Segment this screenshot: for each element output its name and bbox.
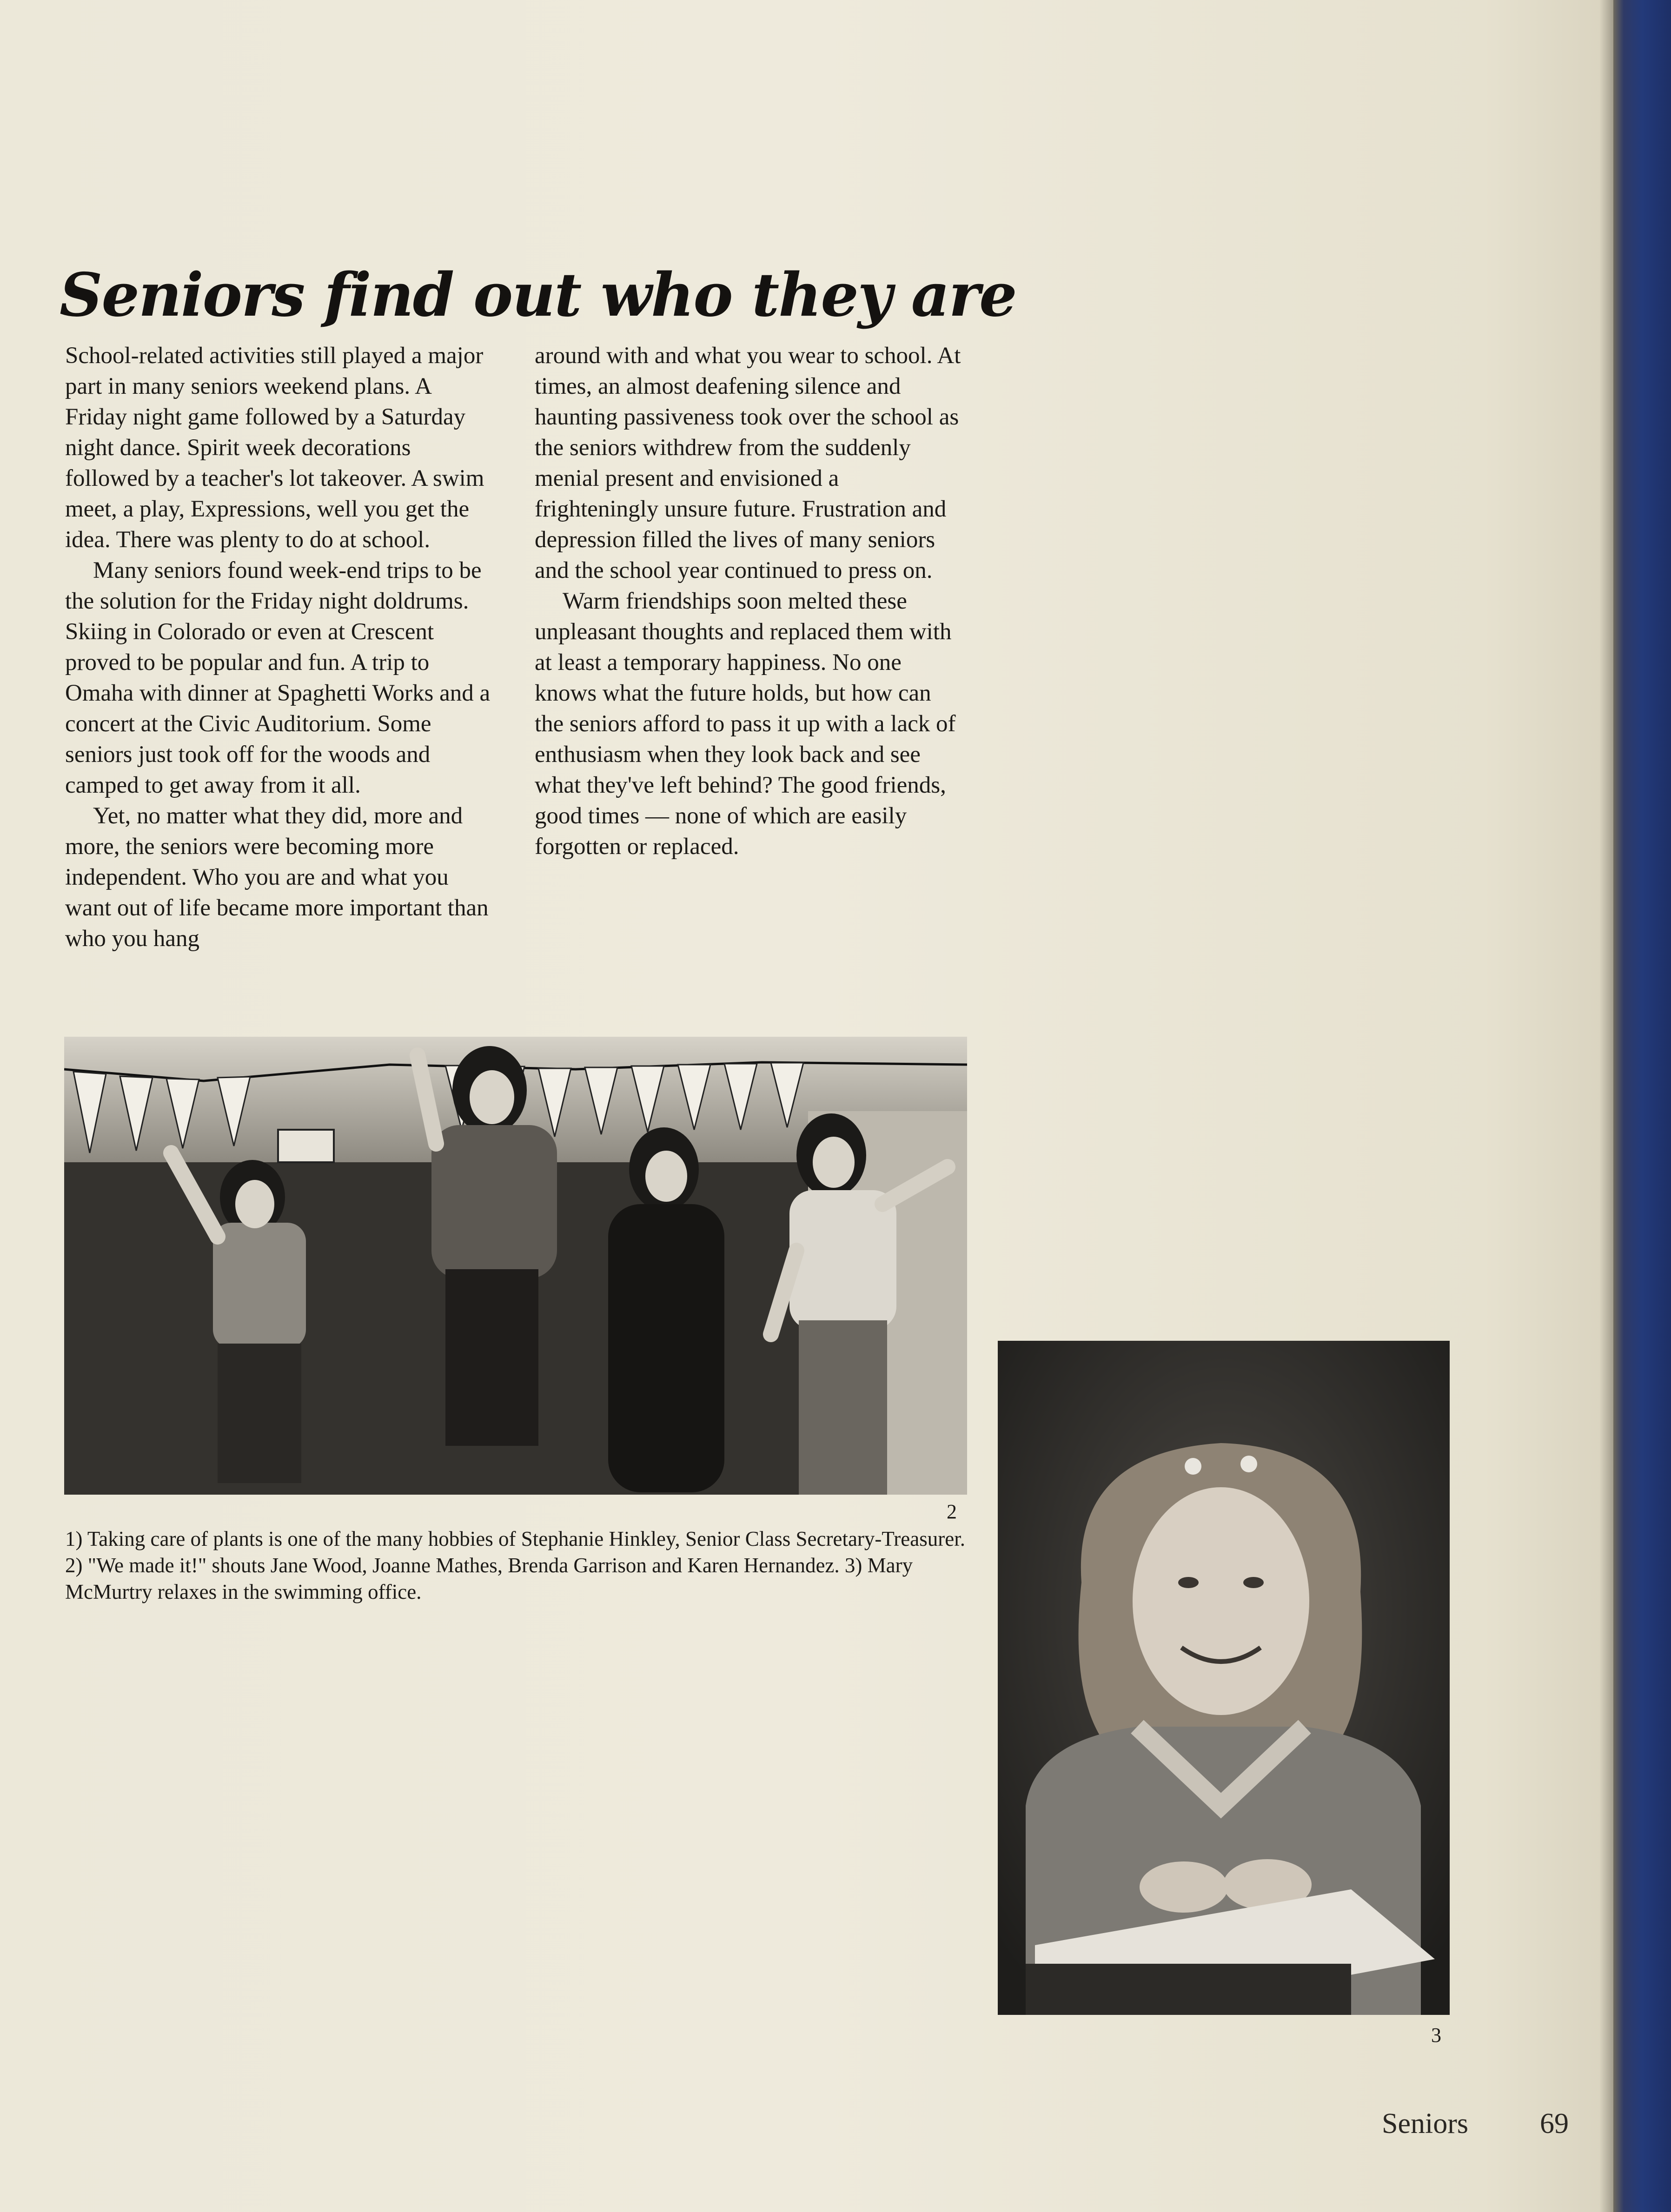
article-paragraph: Warm friendships soon melted these unpleasant thoughts and replaced them with at least a temporary happiness. No one knows what the future holds, but how can the seniors afford to pass it up with a lack of enthusiasm when they look back and see what they've left behind? The good friends, good times — none of which are easily forgotten or replaced. [535, 588, 956, 860]
book-binding [1613, 0, 1671, 2212]
article-paragraph: around with and what you wear to school. At times, an almost deafening silence and haunting passiveness took over the school as the seniors withdrew from the suddenly menial present and envisioned a frighteningly unsure future. Frustration and depression filled the lives of many seniors and the school year continued to press on. [535, 343, 961, 583]
footer-section-label: Seniors [1382, 2108, 1468, 2139]
article-paragraph: Many seniors found week-end trips to be the solution for the Friday night doldrums. Skiing in Colorado or even at Crescent proved to be popular and fun. A trip to Omaha with dinner at Spaghetti Works and a concert at the Civic Auditorium. Some seniors just took off for the woods and camped to get away from it all. [65, 557, 491, 798]
article-column-left [65, 340, 493, 954]
photo-number: 2 [947, 1500, 957, 1523]
article-paragraph: Yet, no matter what they did, more and more, the seniors were becoming more independent. Who you are and what you want out of life became more important than who you hang [65, 803, 489, 952]
article-paragraph: School-related activities still played a major part in many seniors weekend plans. A Friday night game followed by a Saturday night dance. Spirit week decorations followed by a teacher's lot takeover. A swim meet, a play, Expressions, well you get the idea. There was plenty to do at school. [65, 343, 484, 553]
article-column-right [535, 340, 962, 862]
photo-number: 3 [1431, 2024, 1441, 2046]
photo-mary-mcmurtry [998, 1341, 1450, 2015]
page-number: 69 [1540, 2108, 1569, 2139]
page-gutter-shadow [1599, 0, 1613, 2212]
article-headline: Seniors find out who they are [60, 260, 1016, 330]
photo-caption: 1) Taking care of plants is one of the many hobbies of Stephanie Hinkley, Senior Class Secretary-Treasurer. 2) "We made it!" shouts Jane Wood, Joanne Mathes, Brenda Garrison and Karen Hernandez. 3) Mary McMurtry relaxes in the swimming office. [65, 1527, 965, 1603]
photo-jumping-girls [64, 1037, 967, 1495]
